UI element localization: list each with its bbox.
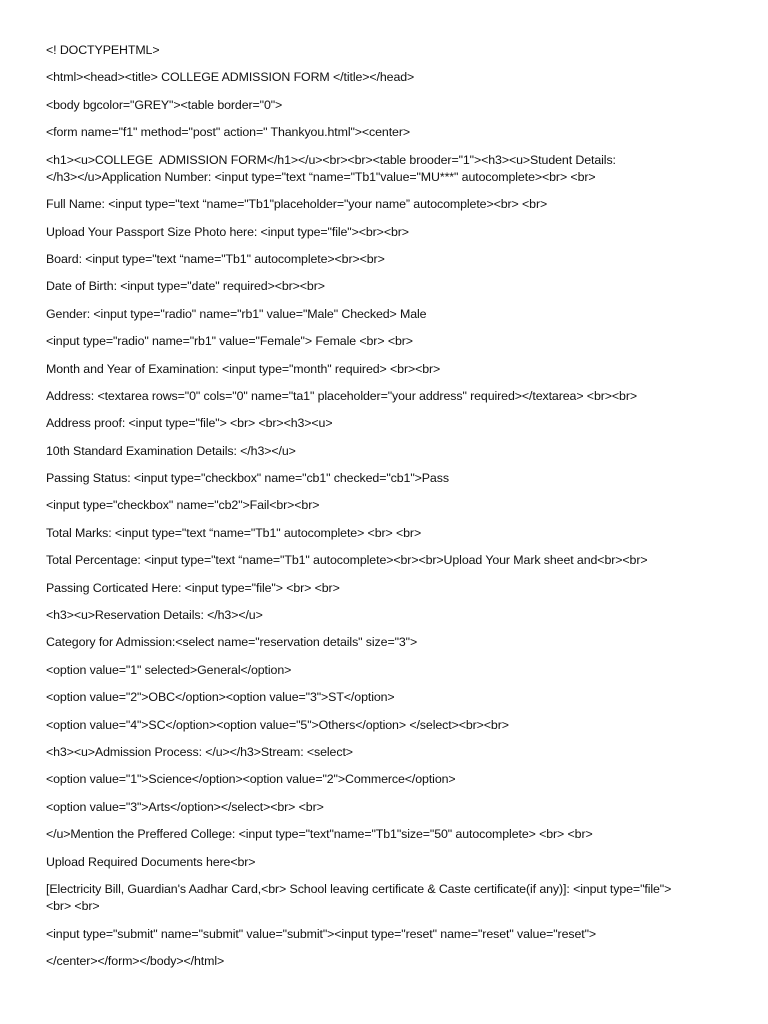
code-line-full-name: Full Name: <input type="text “name="Tb1"placeholder="your name” autocomplete><br> <br> bbox=[46, 197, 548, 211]
code-line-gender-male: Gender: <input type="radio" name="rb1" value="Male" Checked> Male bbox=[46, 307, 427, 321]
code-line-dob: Date of Birth: <input type="date" required><br><br> bbox=[46, 279, 325, 293]
code-line-document-list: [Electricity Bill, Guardian's Aadhar Card,<br> School leaving certificate & Caste certificate(if any)]: <input type="file"> <br> <br> bbox=[46, 882, 672, 913]
code-line-upload-documents: Upload Required Documents here<br> bbox=[46, 855, 256, 869]
code-line-passing-status: Passing Status: <input type="checkbox" name="cb1" checked="cb1">Pass bbox=[46, 471, 449, 485]
code-line-total-marks: Total Marks: <input type="text “name="Tb1" autocomplete> <br> <br> bbox=[46, 526, 422, 540]
code-line-option-sc-others: <option value="4">SC</option><option value="5">Others</option> </select><br><br> bbox=[46, 718, 509, 732]
code-line-admission-process: <h3><u>Admission Process: </u></h3>Stream: <select> bbox=[46, 745, 353, 759]
code-line-submit-reset: <input type="submit" name="submit" value="submit"><input type="reset" name="reset" value="reset"> bbox=[46, 927, 597, 941]
code-line-option-science-commerce: <option value="1">Science</option><option value="2">Commerce</option> bbox=[46, 772, 456, 786]
code-line-closing-tags: </center></form></body></html> bbox=[46, 954, 225, 968]
code-line-option-obc-st: <option value="2">OBC</option><option value="3">ST</option> bbox=[46, 690, 395, 704]
code-line-total-percentage: Total Percentage: <input type="text “name="Tb1" autocomplete><br><br>Upload Your Mark sheet and<br><br> bbox=[46, 553, 648, 567]
code-line-photo-upload: Upload Your Passport Size Photo here: <input type="file"><br><br> bbox=[46, 225, 409, 239]
code-line-option-general: <option value="1" selected>General</option> bbox=[46, 663, 292, 677]
code-line-option-arts: <option value="3">Arts</option></select><br> <br> bbox=[46, 800, 324, 814]
code-line-address-proof: Address proof: <input type="file"> <br> <br><h3><u> bbox=[46, 416, 333, 430]
code-line-form: <form name="f1" method="post" action=" Thankyou.html"><center> bbox=[46, 125, 411, 139]
code-line-address: Address: <textarea rows="0" cols="0" name="ta1" placeholder="your address" required></textarea> <br><br> bbox=[46, 389, 637, 403]
code-line-preferred-college: </u>Mention the Preffered College: <input type="text"name="Tb1"size="50" autocomplete> <br> <br> bbox=[46, 827, 593, 841]
code-line-category-select: Category for Admission:<select name="reservation details" size="3"> bbox=[46, 635, 418, 649]
code-line-passing-certificate: Passing Corticated Here: <input type="file"> <br> <br> bbox=[46, 581, 340, 595]
code-line-gender-female: <input type="radio" name="rb1" value="Female"> Female <br> <br> bbox=[46, 334, 413, 348]
code-line-month-year: Month and Year of Examination: <input type="month" required> <br><br> bbox=[46, 362, 441, 376]
code-line-fail-checkbox: <input type="checkbox" name="cb2">Fail<br><br> bbox=[46, 498, 320, 512]
code-line-10th-details: 10th Standard Examination Details: </h3></u> bbox=[46, 444, 296, 458]
code-line-doctype: <! DOCTYPEHTML> bbox=[46, 43, 160, 57]
code-line-h1-student-details: <h1><u>COLLEGE ADMISSION FORM</h1></u><br><br><table brooder="1"><h3><u>Student Details: </h3></u>Application Number: <input type="text “name="Tb1"value="MU***" autocomplete><br> <br> bbox=[46, 153, 616, 184]
code-line-html-head: <html><head><title> COLLEGE ADMISSION FORM </title></head> bbox=[46, 70, 415, 84]
code-line-board: Board: <input type="text “name="Tb1" autocomplete><br><br> bbox=[46, 252, 385, 266]
code-line-reservation-heading: <h3><u>Reservation Details: </h3></u> bbox=[46, 608, 263, 622]
code-line-body: <body bgcolor="GREY"><table border="0"> bbox=[46, 98, 283, 112]
